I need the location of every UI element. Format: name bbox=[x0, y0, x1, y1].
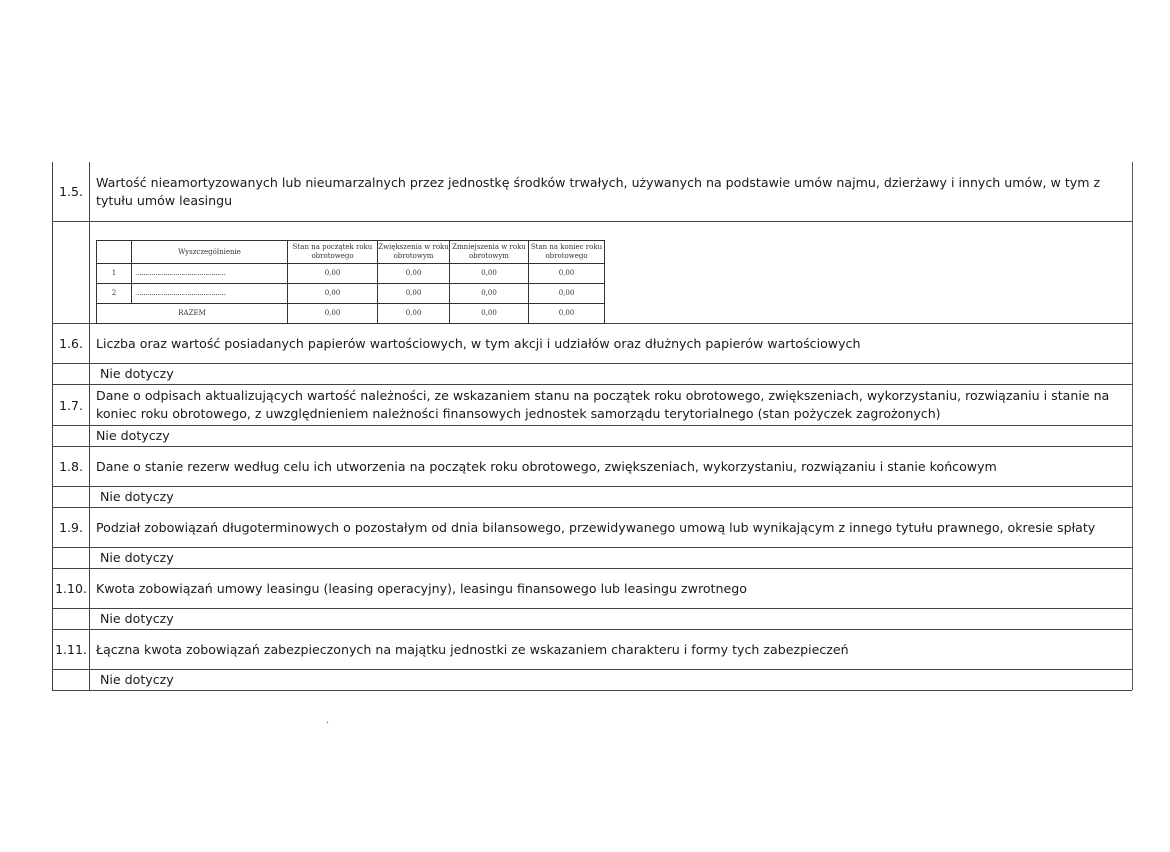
total-label: RAZEM bbox=[97, 304, 288, 324]
total-row bbox=[97, 304, 605, 324]
cell-value: 0,00 bbox=[378, 264, 450, 284]
section-number-empty bbox=[52, 487, 90, 507]
section-row bbox=[52, 162, 1132, 222]
row-number: 1 bbox=[97, 264, 132, 284]
section-row bbox=[52, 324, 1132, 364]
cell-value: 0,00 bbox=[378, 284, 450, 304]
row-name: ……………………………………… bbox=[132, 264, 288, 284]
table-row bbox=[97, 284, 605, 304]
cell-value: 0,00 bbox=[529, 264, 605, 284]
section-description: Podział zobowiązań długoterminowych o pozostałym od dnia bilansowego, przewidywanego umową lub wynikającym z innego tytułu prawnego, okresie spłaty bbox=[96, 519, 1096, 535]
section-row bbox=[52, 508, 1132, 548]
header-cell: Zmniejszenia w roku obrotowym bbox=[450, 241, 529, 264]
subtable-row bbox=[52, 222, 1132, 324]
section-row bbox=[52, 630, 1132, 670]
cell-value: 0,00 bbox=[529, 284, 605, 304]
answer-row bbox=[52, 487, 1132, 508]
section-number-empty bbox=[52, 364, 90, 384]
answer-text: Nie dotyczy bbox=[100, 489, 174, 504]
cell-value: 0,00 bbox=[288, 284, 378, 304]
section-description: Wartość nieamortyzowanych lub nieumarzalnych przez jednostkę środków trwałych, używanych na podstawie umów najmu, dzierżawy i innych umów, w tym z tytułu umów leasingu bbox=[96, 175, 1101, 208]
section-description: Liczba oraz wartość posiadanych papierów wartościowych, w tym akcji i udziałów oraz dłużnych papierów wartościowych bbox=[96, 335, 861, 351]
row-number: 2 bbox=[97, 284, 132, 304]
section-number: 1.11. bbox=[52, 630, 90, 669]
section-number-empty bbox=[52, 222, 90, 323]
answer-text: Nie dotyczy bbox=[100, 611, 174, 626]
document-table bbox=[52, 162, 1133, 690]
answer-row bbox=[52, 670, 1132, 691]
section-number: 1.9. bbox=[52, 508, 90, 547]
answer-row bbox=[52, 364, 1132, 385]
cell-value: 0,00 bbox=[450, 304, 529, 324]
section-number: 1.7. bbox=[52, 385, 90, 425]
header-cell: Stan na koniec roku obrotowego bbox=[529, 241, 605, 264]
cell-value: 0,00 bbox=[450, 264, 529, 284]
section-number-empty bbox=[52, 548, 90, 568]
header-cell: Stan na początek roku obrotowego bbox=[288, 241, 378, 264]
cell-value: 0,00 bbox=[450, 284, 529, 304]
section-row bbox=[52, 569, 1132, 609]
section-row bbox=[52, 447, 1132, 487]
cell-value: 0,00 bbox=[378, 304, 450, 324]
header-cell: Zwiększenia w roku obrotowym bbox=[378, 241, 450, 264]
section-description: Kwota zobowiązań umowy leasingu (leasing operacyjny), leasingu finansowego lub leasingu zwrotnego bbox=[96, 580, 747, 596]
section-row bbox=[52, 385, 1132, 426]
section-number-empty bbox=[52, 670, 90, 690]
scan-speck: · bbox=[326, 718, 330, 729]
answer-text: Nie dotyczy bbox=[100, 672, 174, 687]
section-number: 1.6. bbox=[52, 324, 90, 363]
section-number: 1.10. bbox=[52, 569, 90, 608]
leasing-subtable bbox=[96, 240, 605, 324]
answer-row bbox=[52, 426, 1132, 447]
section-description: Łączna kwota zobowiązań zabezpieczonych na majątku jednostki ze wskazaniem charakteru i formy tych zabezpieczeń bbox=[96, 641, 849, 657]
section-number-empty bbox=[52, 426, 90, 446]
answer-text: Nie dotyczy bbox=[100, 550, 174, 565]
answer-row bbox=[52, 609, 1132, 630]
answer-text: Nie dotyczy bbox=[96, 428, 170, 443]
cell-value: 0,00 bbox=[288, 304, 378, 324]
header-cell: Wyszczególnienie bbox=[132, 241, 288, 264]
cell-value: 0,00 bbox=[529, 304, 605, 324]
answer-row bbox=[52, 548, 1132, 569]
section-number-empty bbox=[52, 609, 90, 629]
row-name: ……………………………………… bbox=[132, 284, 288, 304]
section-description: Dane o odpisach aktualizujących wartość należności, ze wskazaniem stanu na początek roku obrotowego, zwiększeniach, wykorzystaniu, rozwiązaniu i stanie na koniec roku obrotowego, z uwzględnieniem należności finansowych jednostek samorządu terytorialnego (stan pożyczek zagrożonych) bbox=[96, 388, 1110, 421]
table-row bbox=[97, 264, 605, 284]
cell-value: 0,00 bbox=[288, 264, 378, 284]
lp-header bbox=[97, 241, 132, 264]
section-number: 1.8. bbox=[52, 447, 90, 486]
section-number: 1.5. bbox=[52, 162, 90, 221]
answer-text: Nie dotyczy bbox=[100, 366, 174, 381]
section-description: Dane o stanie rezerw według celu ich utworzenia na początek roku obrotowego, zwiększeniach, wykorzystaniu, rozwiązaniu i stanie końcowym bbox=[96, 458, 997, 474]
